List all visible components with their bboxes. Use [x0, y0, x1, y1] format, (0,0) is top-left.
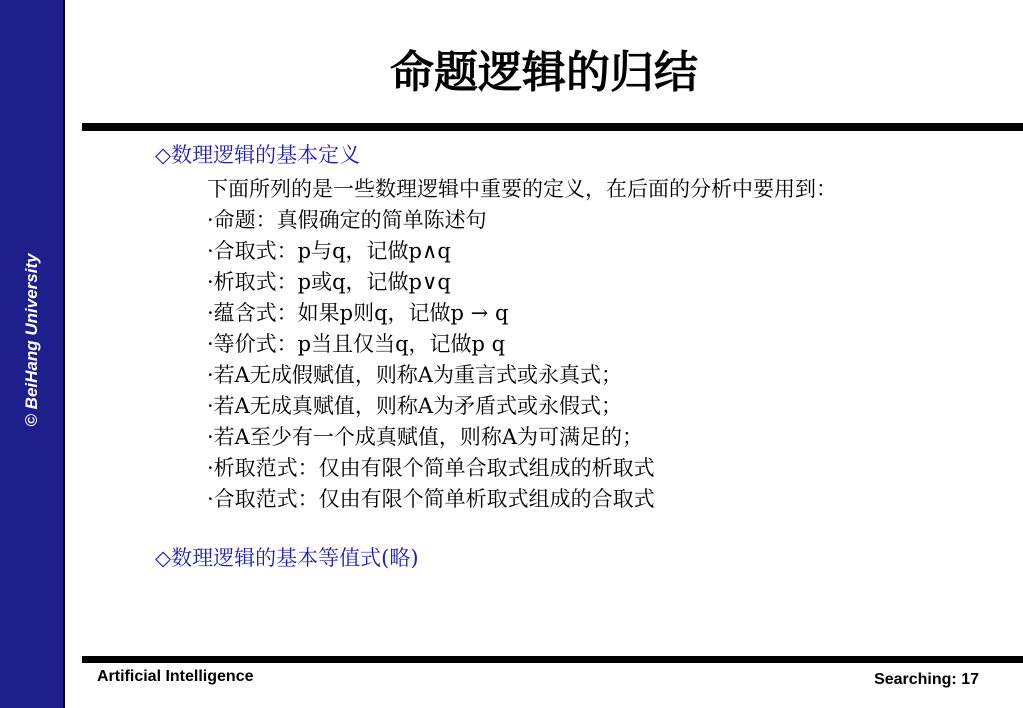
footer-course-title: Artificial Intelligence [97, 668, 254, 685]
definition-item: ·蕴含式：如果p则q，记做p → q [207, 301, 509, 325]
footer-page-number: Searching: 17 [874, 671, 979, 688]
section-heading-definitions: ◇数理逻辑的基本定义 [155, 143, 361, 167]
definition-item: ·若A无成真赋值，则称A为矛盾式或永假式； [207, 394, 623, 418]
page-title: 命题逻辑的归结 [390, 47, 698, 98]
definition-item: ·析取式：p或q，记做p∨q [207, 270, 451, 294]
section-heading-equivalences: ◇数理逻辑的基本等值式(略) [155, 546, 419, 570]
intro-paragraph: 下面所列的是一些数理逻辑中重要的定义，在后面的分析中要用到： [207, 177, 837, 201]
bottom-rule [82, 656, 1023, 663]
definition-item: ·析取范式：仅由有限个简单合取式组成的析取式 [207, 456, 655, 480]
definition-item: ·等价式：p当且仅当q，记做p q [207, 332, 506, 356]
definition-item: ·若A至少有一个成真赋值，则称A为可满足的； [207, 425, 644, 449]
slide-content [155, 140, 955, 574]
definition-item: ·若A无成假赋值，则称A为重言式或永真式； [207, 363, 623, 387]
definition-item: ·命题：真假确定的简单陈述句 [207, 208, 487, 232]
sidebar-divider [63, 0, 65, 708]
sidebar [0, 0, 63, 708]
top-rule [82, 123, 1023, 131]
sidebar-label: © BeiHang University [22, 253, 41, 427]
definition-item: ·合取式：p与q，记做p∧q [207, 239, 451, 263]
definition-item: ·合取范式：仅由有限个简单析取式组成的合取式 [207, 487, 655, 511]
